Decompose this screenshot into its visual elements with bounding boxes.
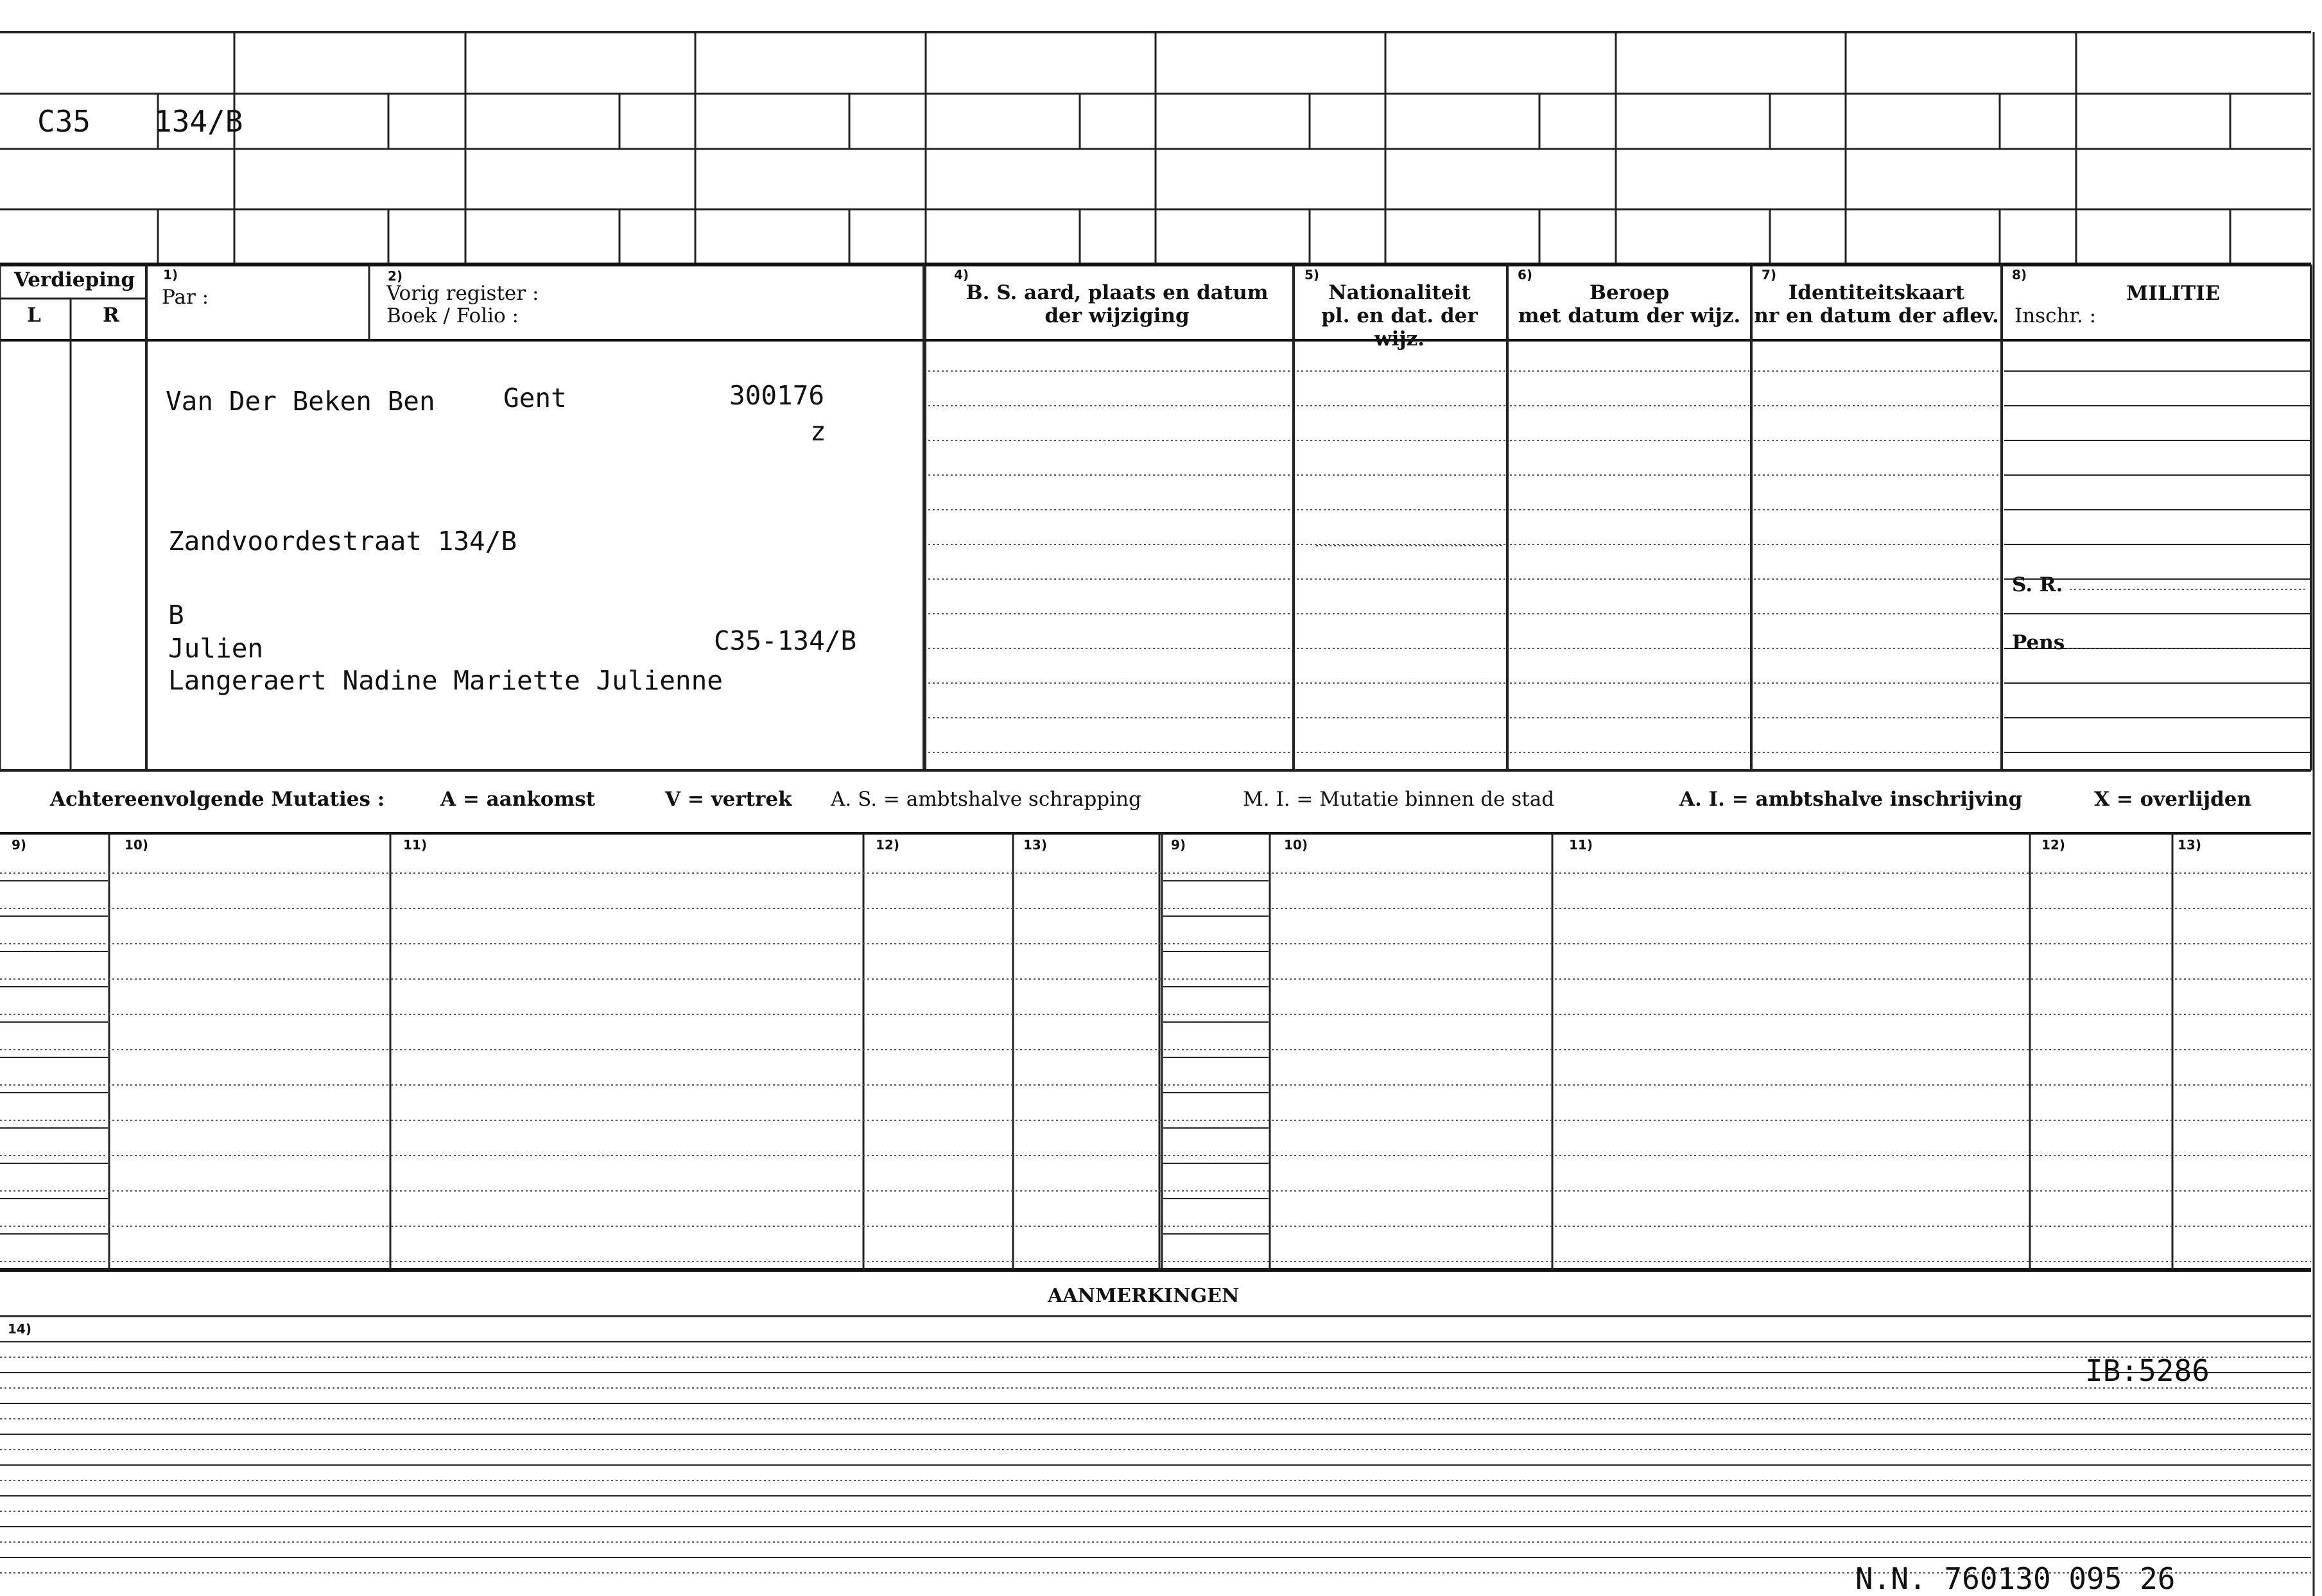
beroep-header-line1: Beroep: [1589, 281, 1670, 304]
person-name: Van Der Beken Ben: [166, 386, 435, 417]
field-number-2: 2): [388, 268, 403, 284]
par-label: Par :: [162, 286, 209, 309]
person-reference: C35-134/B: [714, 625, 857, 656]
nat-header-line2: pl. en dat. der wijz.: [1321, 304, 1478, 351]
mutation-col-12: 12): [876, 837, 899, 853]
person-address: Zandvoordestraat 134/B: [168, 526, 517, 557]
field-number-6: 6): [1518, 267, 1533, 282]
id-header-line2: nr en datum der aflev.: [1754, 304, 1999, 327]
col-r-label: R: [103, 304, 119, 327]
register-code: C35: [37, 104, 91, 139]
bs-header: [924, 281, 1310, 327]
pens-label: Pens: [2012, 631, 2065, 654]
mutation-col-11b: 11): [1569, 837, 1593, 853]
mutation-col-13b: 13): [2178, 837, 2201, 853]
nationaliteit-header: [1294, 281, 1505, 351]
person-nationality-code: B: [168, 600, 184, 630]
mutation-x: X = overlijden: [2094, 788, 2252, 811]
remarks-ib: IB:5286: [2085, 1353, 2210, 1388]
register-number: 134/B: [154, 104, 243, 139]
mutation-col-10b: 10): [1284, 837, 1308, 853]
field-number-1: 1): [163, 267, 178, 282]
mutation-a: A = aankomst: [440, 788, 596, 811]
sr-label: S. R.: [2012, 573, 2063, 596]
mutation-col-10: 10): [125, 837, 148, 853]
col-l-label: L: [27, 304, 41, 327]
bs-header-line1: B. S. aard, plaats en datum: [966, 281, 1269, 304]
beroep-header-line2: met datum der wijz.: [1518, 304, 1741, 327]
person-father: Julien: [168, 633, 264, 664]
field-number-7: 7): [1762, 267, 1777, 282]
remarks-title: AANMERKINGEN: [1048, 1285, 1240, 1307]
remarks-nn: N.N. 760130 095 26: [1855, 1561, 2176, 1596]
boek-folio-label: Boek / Folio :: [386, 304, 519, 327]
field-number-5: 5): [1304, 267, 1320, 282]
mutation-mi: M. I. = Mutatie binnen de stad: [1243, 788, 1555, 811]
identiteitskaart-header: [1751, 281, 2002, 327]
nat-header-line1: Nationaliteit: [1328, 281, 1471, 304]
bs-header-line2: der wijziging: [1044, 304, 1190, 327]
inschr-label: Inschr. :: [2014, 304, 2097, 327]
field-number-8: 8): [2012, 267, 2027, 282]
mutation-col-12b: 12): [2041, 837, 2065, 853]
person-birthdate: 300176: [729, 380, 825, 411]
mutation-col-11: 11): [403, 837, 427, 853]
mutation-ai: A. I. = ambtshalve inschrijving: [1679, 788, 2023, 811]
mutation-v: V = vertrek: [665, 788, 792, 811]
mutations-title: Achtereenvolgende Mutaties :: [50, 788, 385, 811]
beroep-header: [1507, 281, 1751, 327]
person-mother: Langeraert Nadine Mariette Julienne: [168, 665, 723, 696]
vorig-register-label: Vorig register :: [386, 282, 539, 305]
mutation-as: A. S. = ambtshalve schrapping: [831, 788, 1141, 811]
verdieping-label: Verdieping: [14, 268, 135, 291]
person-mark: z: [810, 416, 826, 447]
mutation-col-13: 13): [1023, 837, 1047, 853]
field-number-4: 4): [954, 267, 969, 282]
militie-label: MILITIE: [2126, 282, 2221, 305]
mutation-col-9: 9): [12, 837, 27, 853]
mutation-col-9b: 9): [1171, 837, 1186, 853]
person-birthplace: Gent: [503, 383, 567, 413]
id-header-line1: Identiteitskaart: [1788, 281, 1965, 304]
field-number-14: 14): [8, 1321, 31, 1337]
